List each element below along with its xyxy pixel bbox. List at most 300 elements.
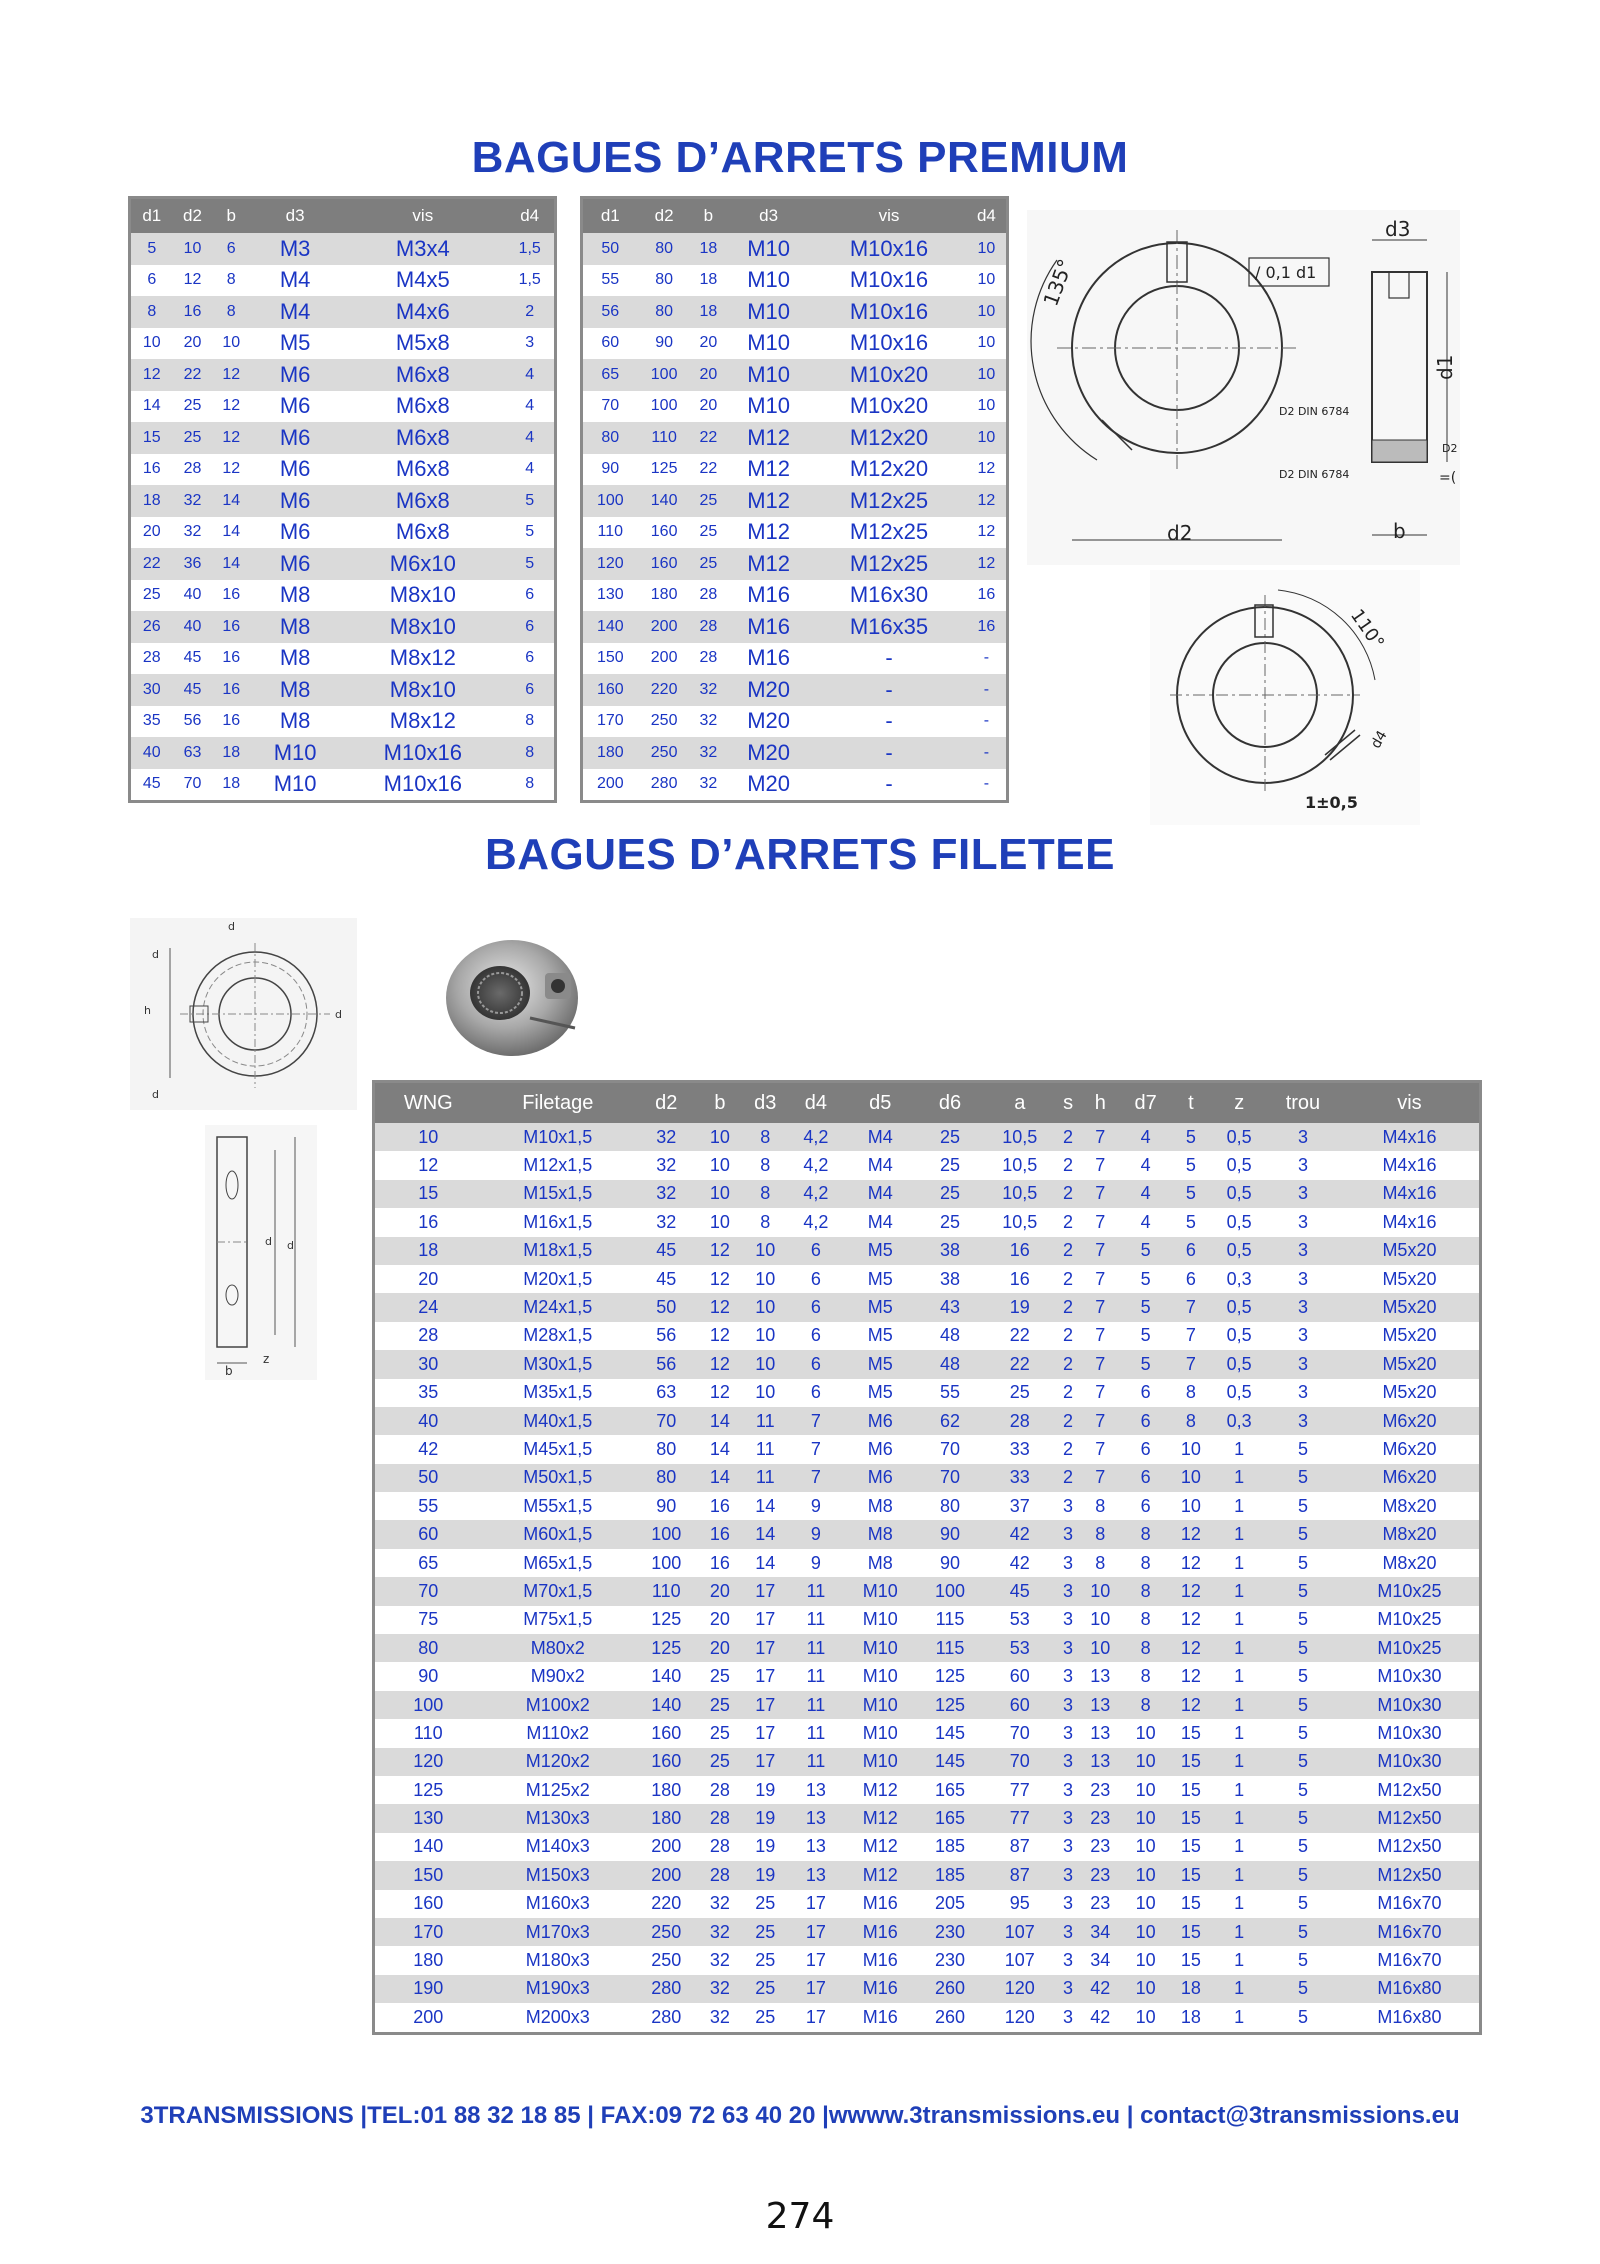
table-cell: 120 [374,1748,482,1776]
table-cell: 180 [638,580,691,612]
table-cell: 70 [982,1719,1057,1747]
table-cell: 160 [634,1748,698,1776]
table-cell: 5 [1266,1435,1340,1463]
table-cell: M5x20 [1340,1379,1481,1407]
table-cell: 90 [582,454,638,486]
d2-dim-label: d2 [1167,521,1193,545]
table-cell: 55 [918,1379,982,1407]
table-cell: 56 [173,706,213,738]
table-cell: 7 [1169,1322,1212,1350]
table-cell: M80x2 [482,1634,635,1662]
table-cell: M12x50 [1340,1804,1481,1832]
table-cell: 0,5 [1212,1322,1266,1350]
table-cell: 180 [374,1946,482,1974]
table-row [130,706,556,738]
table-cell: 5 [1266,1634,1340,1662]
table-cell: 5 [1266,1719,1340,1747]
table-cell: 2 [1057,1407,1078,1435]
table-cell: 60 [374,1520,482,1548]
column-header: s [1057,1082,1078,1124]
table-cell: 1,5 [505,265,555,297]
table-cell: M8 [843,1492,918,1520]
table-cell: M6 [250,548,340,580]
table-row [374,1662,1481,1690]
table-cell: M10x30 [1340,1691,1481,1719]
table-cell: 2 [1057,1435,1078,1463]
table-row [130,674,556,706]
table-cell: 15 [1169,1890,1212,1918]
table-cell: 90 [918,1520,982,1548]
table-cell: 1 [1212,1719,1266,1747]
table-cell: 32 [698,1975,741,2003]
table-row [374,1520,1481,1548]
table-cell: 130 [582,580,638,612]
table-cell: 25 [982,1379,1057,1407]
table-cell: 10,5 [982,1123,1057,1151]
table-cell: 3 [1057,1833,1078,1861]
table-cell: 22 [173,359,213,391]
table-cell: M12 [726,548,811,580]
table-row [130,328,556,360]
table-cell: M10 [250,737,340,769]
table-cell: 12 [698,1237,741,1265]
table-cell: 200 [374,2003,482,2033]
table-cell: 18 [691,296,726,328]
table-cell: 6 [505,611,555,643]
table-cell: M12 [726,517,811,549]
table-row [582,359,1008,391]
table-row [582,391,1008,423]
table-cell: M8x10 [340,611,505,643]
table-cell: 165 [918,1776,982,1804]
table-cell: 16 [212,674,250,706]
table-cell: 17 [741,1577,789,1605]
table-cell: 3 [1057,1606,1078,1634]
table-cell: 125 [918,1662,982,1690]
table-cell: 36 [173,548,213,580]
column-header: d2 [638,198,691,234]
table-cell: 4,2 [789,1151,843,1179]
table-cell: 13 [789,1804,843,1832]
table-cell: 12 [698,1322,741,1350]
table-cell: 25 [698,1748,741,1776]
table-cell: 2 [1057,1293,1078,1321]
table-row [374,1151,1481,1179]
table-cell: 10 [698,1180,741,1208]
table-row [130,391,556,423]
premium-table-right [580,196,1009,803]
table-cell: 32 [691,706,726,738]
table-cell: 87 [982,1861,1057,1889]
table-cell: 12 [374,1151,482,1179]
table-cell: 70 [374,1577,482,1605]
table-cell: 165 [918,1804,982,1832]
table-cell: 10 [967,233,1008,265]
table-cell: 5 [1266,1833,1340,1861]
table-cell: M5x8 [340,328,505,360]
table-cell: 11 [741,1464,789,1492]
split-tolerance-label: 1±0,5 [1305,793,1358,812]
table-cell: M160x3 [482,1890,635,1918]
table-cell: 42 [1079,2003,1122,2033]
column-header: d6 [918,1082,982,1124]
table-cell: 10 [1169,1492,1212,1520]
table-cell: 7 [789,1407,843,1435]
table-cell: 0,3 [1212,1407,1266,1435]
table-cell: 220 [634,1890,698,1918]
premium-split-collar-drawing [1150,570,1420,825]
table-cell: 10 [1122,1748,1170,1776]
table-cell: 120 [582,548,638,580]
table-cell: 5 [1169,1208,1212,1236]
table-cell: 11 [789,1719,843,1747]
table-cell: 18 [374,1237,482,1265]
table-row [130,359,556,391]
table-cell: M20 [726,737,811,769]
table-cell: M45x1,5 [482,1435,635,1463]
table-cell: 60 [982,1691,1057,1719]
table-cell: 170 [374,1918,482,1946]
table-cell: M6x20 [1340,1435,1481,1463]
table-cell: - [811,706,967,738]
table-cell: M6x8 [340,359,505,391]
column-header: a [982,1082,1057,1124]
table-cell: 200 [582,769,638,802]
side-b-label: b [225,1364,233,1378]
table-cell: 125 [638,454,691,486]
table-cell: 7 [1079,1180,1122,1208]
table-cell: 3 [1266,1350,1340,1378]
table-cell: 20 [130,517,173,549]
table-cell: - [967,706,1008,738]
din-label-2: D2 DIN 6784 [1279,468,1350,481]
table-cell: 12 [212,391,250,423]
table-cell: 32 [173,517,213,549]
table-cell: 140 [638,485,691,517]
table-cell: M10 [250,769,340,802]
table-cell: 190 [374,1975,482,2003]
table-cell: 45 [982,1577,1057,1605]
table-cell: M10x20 [811,391,967,423]
table-cell: M35x1,5 [482,1379,635,1407]
filetee-side-drawing [205,1125,317,1380]
table-cell: 0,5 [1212,1151,1266,1179]
column-header: b [691,198,726,234]
filetee-front-drawing [130,918,357,1110]
table-cell: 10,5 [982,1151,1057,1179]
table-cell: 80 [582,422,638,454]
table-cell: 6 [789,1265,843,1293]
premium-collar-drawing [1027,210,1460,565]
table-cell: 1 [1212,1804,1266,1832]
table-cell: 12 [967,548,1008,580]
table-cell: 34 [1079,1918,1122,1946]
table-cell: M8x10 [340,674,505,706]
table-cell: 12 [698,1379,741,1407]
table-cell: M8 [250,643,340,675]
table-row [582,643,1008,675]
table-cell: 260 [918,2003,982,2033]
table-cell: 23 [1079,1804,1122,1832]
table-cell: 8 [1122,1520,1170,1548]
table-cell: 8 [1122,1662,1170,1690]
table-cell: 6 [1122,1492,1170,1520]
column-header: d1 [130,198,173,234]
table-cell: 25 [918,1180,982,1208]
table-cell: 6 [505,674,555,706]
table-cell: M50x1,5 [482,1464,635,1492]
table-cell: 7 [1079,1464,1122,1492]
table-header-row [582,198,1008,234]
table-cell: 5 [1266,1464,1340,1492]
table-cell: 3 [1057,1662,1078,1690]
premium-title: BAGUES D’ARRETS PREMIUM [471,133,1129,182]
table-cell: 5 [1266,1918,1340,1946]
table-row [130,422,556,454]
table-cell: 5 [1266,1975,1340,2003]
table-row [374,1804,1481,1832]
table-cell: M10x20 [811,359,967,391]
table-cell: 250 [638,737,691,769]
table-cell: 23 [1079,1861,1122,1889]
table-cell: 25 [918,1151,982,1179]
table-cell: 10 [967,422,1008,454]
table-cell: M16 [726,580,811,612]
table-cell: 28 [698,1833,741,1861]
table-cell: M10x30 [1340,1719,1481,1747]
table-cell: 185 [918,1861,982,1889]
table-cell: M20x1,5 [482,1265,635,1293]
table-cell: M5x20 [1340,1350,1481,1378]
table-cell: M10 [726,328,811,360]
table-cell: 60 [582,328,638,360]
table-cell: 16 [130,454,173,486]
column-header: h [1079,1082,1122,1124]
table-row [374,1435,1481,1463]
table-cell: 4,2 [789,1180,843,1208]
table-cell: 11 [789,1662,843,1690]
table-cell: 55 [374,1492,482,1520]
table-cell: 12 [967,454,1008,486]
table-cell: M8x12 [340,643,505,675]
table-cell: 33 [982,1464,1057,1492]
table-cell: 200 [634,1833,698,1861]
table-cell: 8 [741,1123,789,1151]
table-cell: 5 [1266,1577,1340,1605]
table-cell: 0,5 [1212,1180,1266,1208]
table-row [374,1748,1481,1776]
table-cell: 11 [789,1577,843,1605]
table-cell: M6 [843,1464,918,1492]
table-cell: 13 [1079,1748,1122,1776]
table-cell: 16 [212,580,250,612]
d-label-2: d [152,1088,159,1101]
table-cell: 12 [967,485,1008,517]
table-cell: 110 [582,517,638,549]
table-cell: M65x1,5 [482,1549,635,1577]
table-row [374,1464,1481,1492]
table-cell: 1 [1212,1549,1266,1577]
table-cell: 8 [1169,1407,1212,1435]
table-cell: M4 [250,265,340,297]
table-cell: 10 [741,1322,789,1350]
table-cell: 5 [1266,1748,1340,1776]
table-cell: 2 [1057,1208,1078,1236]
table-cell: 16 [173,296,213,328]
table-cell: M6 [250,485,340,517]
table-cell: 3 [1057,1492,1078,1520]
table-cell: 10 [967,265,1008,297]
table-cell: 13 [789,1833,843,1861]
column-header: d2 [173,198,213,234]
angle-135-label: 135° [1038,255,1078,310]
table-cell: M16 [726,611,811,643]
table-cell: 120 [982,1975,1057,2003]
table-cell: 6 [1169,1265,1212,1293]
table-cell: 3 [1057,1691,1078,1719]
table-cell: 40 [173,611,213,643]
table-cell: 100 [374,1691,482,1719]
table-cell: M10 [843,1606,918,1634]
table-cell: 100 [918,1577,982,1605]
table-cell: 33 [982,1435,1057,1463]
table-cell: 28 [130,643,173,675]
table-cell: M10x16 [811,296,967,328]
table-cell: 42 [374,1435,482,1463]
table-cell: M6x8 [340,517,505,549]
table-cell: M125x2 [482,1776,635,1804]
table-cell: 6 [789,1379,843,1407]
table-cell: 10 [1122,1719,1170,1747]
table-cell: 23 [1079,1833,1122,1861]
table-cell: 17 [789,1975,843,2003]
table-cell: M5 [843,1350,918,1378]
table-cell: M16 [843,2003,918,2033]
table-cell: 5 [1266,1606,1340,1634]
table-cell: 1,5 [505,233,555,265]
table-cell: 12 [1169,1606,1212,1634]
table-cell: M8 [250,580,340,612]
table-row [374,1833,1481,1861]
table-header-row [130,198,556,234]
table-cell: 70 [918,1464,982,1492]
table-cell: 19 [741,1861,789,1889]
table-cell: 63 [634,1379,698,1407]
table-cell: M16 [843,1918,918,1946]
table-cell: M10 [843,1719,918,1747]
table-cell: 10 [1122,1833,1170,1861]
table-cell: 5 [1122,1265,1170,1293]
table-cell: 16 [698,1549,741,1577]
table-cell: 70 [918,1435,982,1463]
table-cell: 38 [918,1237,982,1265]
table-cell: 42 [982,1520,1057,1548]
table-cell: 7 [1079,1407,1122,1435]
table-row [582,233,1008,265]
table-cell: M6 [843,1435,918,1463]
table-cell: M12x25 [811,485,967,517]
table-cell: 7 [1079,1151,1122,1179]
table-cell: 140 [634,1691,698,1719]
table-cell: 125 [918,1691,982,1719]
table-cell: 6 [1122,1435,1170,1463]
table-cell: 12 [1169,1691,1212,1719]
table-cell: 8 [741,1151,789,1179]
table-cell: 32 [634,1123,698,1151]
column-header: d2 [634,1082,698,1124]
table-row [130,611,556,643]
table-cell: M10 [726,265,811,297]
table-cell: 42 [1079,1975,1122,2003]
table-cell: 1 [1212,1606,1266,1634]
table-cell: M16x1,5 [482,1208,635,1236]
table-cell: 53 [982,1634,1057,1662]
table-cell: M90x2 [482,1662,635,1690]
table-cell: M4 [843,1151,918,1179]
table-cell: 1 [1212,1691,1266,1719]
table-cell: 140 [634,1662,698,1690]
din-label-1: D2 DIN 6784 [1279,405,1350,418]
table-cell: M10x30 [1340,1748,1481,1776]
table-cell: 250 [634,1918,698,1946]
table-cell: 45 [130,769,173,802]
table-cell: 7 [1079,1265,1122,1293]
table-cell: 5 [1266,1776,1340,1804]
table-cell: 8 [505,706,555,738]
table-cell: 8 [212,265,250,297]
table-cell: M18x1,5 [482,1237,635,1265]
table-cell: 19 [982,1293,1057,1321]
table-cell: 180 [634,1776,698,1804]
table-cell: 18 [691,265,726,297]
table-cell: 20 [691,391,726,423]
table-cell: 7 [1169,1350,1212,1378]
table-row [374,1407,1481,1435]
table-cell: 20 [691,359,726,391]
table-cell: 12 [698,1293,741,1321]
table-cell: M12 [726,422,811,454]
table-cell: 8 [741,1180,789,1208]
table-cell: 70 [173,769,213,802]
table-cell: M75x1,5 [482,1606,635,1634]
table-cell: 1 [1212,1662,1266,1690]
table-row [374,1890,1481,1918]
table-cell: 6 [212,233,250,265]
table-cell: 107 [982,1946,1057,1974]
table-cell: M20 [726,769,811,802]
column-header: b [698,1082,741,1124]
table-cell: M4x16 [1340,1180,1481,1208]
table-cell: M4x16 [1340,1123,1481,1151]
table-cell: 4 [505,359,555,391]
table-cell: 3 [1266,1123,1340,1151]
table-cell: 250 [634,1946,698,1974]
table-cell: 3 [1057,1918,1078,1946]
table-cell: 2 [1057,1237,1078,1265]
table-cell: M8x20 [1340,1549,1481,1577]
table-cell: 5 [505,517,555,549]
table-cell: 5 [1169,1180,1212,1208]
table-cell: 80 [634,1464,698,1492]
table-cell: 5 [505,548,555,580]
table-cell: 110 [634,1577,698,1605]
table-cell: 10 [1122,1861,1170,1889]
side-d-label-2: d [287,1239,294,1252]
table-cell: 2 [1057,1350,1078,1378]
table-cell: M12x50 [1340,1776,1481,1804]
table-cell: 16 [374,1208,482,1236]
table-row [130,485,556,517]
